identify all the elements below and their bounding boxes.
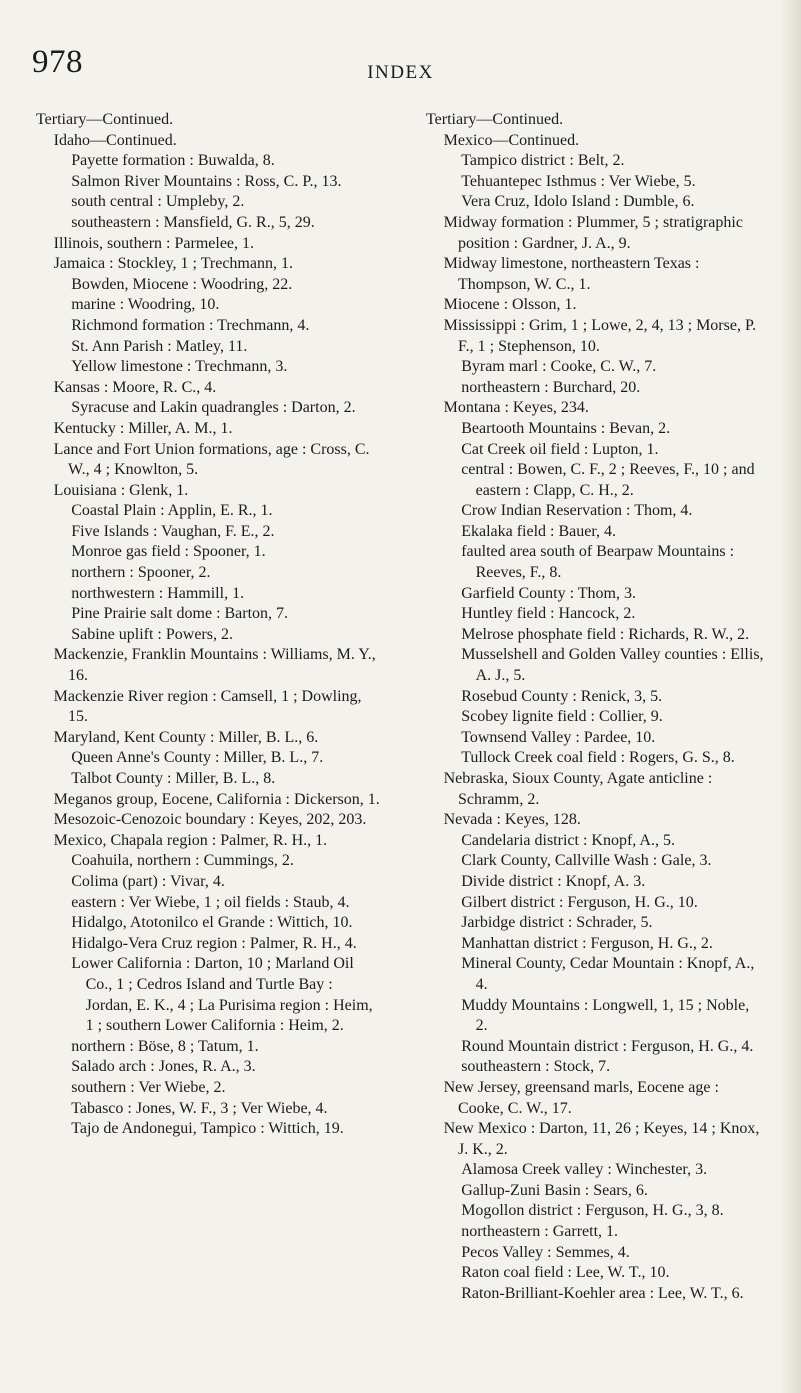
- index-entry: Jamaica : Stockley, 1 ; Trechmann, 1.: [53, 255, 293, 273]
- index-entry: Mississippi : Grim, 1 ; Lowe, 2, 4, 13 ; Morse, P. F., 1 ; Stephenson, 10.: [443, 316, 757, 355]
- index-entry: Raton-Brilliant-Koehler area : Lee, W. T., 6.: [461, 1284, 744, 1302]
- index-entry: faulted area south of Bearpaw Mountains : Reeves, F., 8.: [461, 543, 735, 582]
- index-entry: Salmon River Mountains : Ross, C. P., 13.: [71, 172, 342, 190]
- index-entry: Talbot County : Miller, B. L., 8.: [71, 770, 276, 787]
- index-entry: Monroe gas field : Spooner, 1.: [71, 543, 266, 561]
- index-entry: Raton coal field : Lee, W. T., 10.: [461, 1264, 670, 1282]
- index-column-left: [36, 110, 381, 1140]
- index-entry: Beartooth Mountains : Bevan, 2.: [461, 419, 671, 437]
- index-entry: Mackenzie, Franklin Mountains : Williams, M. Y., 16.: [53, 646, 376, 685]
- index-entry: southeastern : Stock, 7.: [461, 1058, 611, 1076]
- index-entry: Cat Creek oil field : Lupton, 1.: [461, 440, 659, 458]
- index-entry: northeastern : Burchard, 20.: [461, 378, 641, 396]
- index-entry: Round Mountain district : Ferguson, H. G., 4.: [461, 1037, 754, 1055]
- index-entry: Coastal Plain : Applin, E. R., 1.: [71, 502, 273, 520]
- index-entry: Alamosa Creek valley : Winchester, 3.: [461, 1161, 708, 1179]
- index-entry: Gallup-Zuni Basin : Sears, 6.: [461, 1181, 648, 1199]
- index-entry: New Mexico : Darton, 11, 26 ; Keyes, 14 ; Knox, J. K., 2.: [443, 1120, 760, 1158]
- index-entry: Gilbert district : Ferguson, H. G., 10.: [461, 893, 698, 911]
- index-entry: Meganos group, Eocene, California : Dickerson, 1.: [53, 790, 380, 808]
- index-entry: northwestern : Hammill, 1.: [71, 584, 245, 602]
- index-entry: Byram marl : Cooke, C. W., 7.: [461, 358, 657, 376]
- index-entry: Hidalgo-Vera Cruz region : Palmer, R. H., 4.: [71, 934, 357, 952]
- index-entry: Muddy Mountains : Longwell, 1, 15 ; Noble, 2.: [461, 996, 750, 1035]
- index-entry: Mineral County, Cedar Mountain : Knopf, A., 4.: [461, 955, 755, 993]
- index-entry: Colima (part) : Vivar, 4.: [71, 872, 225, 890]
- index-entry: Maryland, Kent County : Miller, B. L., 6.: [53, 728, 319, 746]
- index-entry: New Jersey, greensand marls, Eocene age : Cooke, C. W., 17.: [443, 1078, 719, 1117]
- index-entry: Tabasco : Jones, W. F., 3 ; Ver Wiebe, 4.: [71, 1099, 328, 1117]
- index-entry: Idaho—Continued.: [53, 131, 177, 149]
- index-entry: northeastern : Garrett, 1.: [461, 1223, 619, 1241]
- index-entry: Musselshell and Golden Valley counties : Ellis, A. J., 5.: [461, 646, 764, 685]
- index-entry: marine : Woodring, 10.: [71, 296, 220, 314]
- index-entry: Payette formation : Buwalda, 8.: [71, 152, 275, 170]
- index-entry: northern : Spooner, 2.: [71, 564, 211, 582]
- index-entry: St. Ann Parish : Matley, 11.: [71, 337, 248, 355]
- index-entry: Bowden, Miocene : Woodring, 22.: [71, 275, 293, 293]
- index-entry: Nebraska, Sioux County, Agate anticline : Schramm, 2.: [443, 770, 713, 808]
- index-entry: Coahuila, northern : Cummings, 2.: [71, 852, 294, 870]
- index-entry: Five Islands : Vaughan, F. E., 2.: [71, 522, 275, 540]
- index-entry: Tehuantepec Isthmus : Ver Wiebe, 5.: [461, 172, 696, 190]
- index-entry: Garfield County : Thom, 3.: [461, 584, 636, 602]
- index-entry: Nevada : Keyes, 128.: [443, 811, 581, 829]
- index-entry: Kentucky : Miller, A. M., 1.: [53, 419, 233, 437]
- index-entry: Mogollon district : Ferguson, H. G., 3, 8.: [461, 1202, 724, 1220]
- index-entry: Lance and Fort Union formations, age : Cross, C. W., 4 ; Knowlton, 5.: [53, 440, 370, 479]
- page-edge-shadow: [779, 0, 801, 1393]
- index-entry: Illinois, southern : Parmelee, 1.: [53, 234, 255, 252]
- index-entry: Lower California : Darton, 10 ; Marland Oil Co., 1 ; Cedros Island and Turtle Bay : Jordan, E. K., 4 ; La Purisima region : Heim, 1 ; southern Lower California : Heim, 2.: [71, 955, 373, 1035]
- index-entry: Townsend Valley : Pardee, 10.: [461, 728, 656, 746]
- index-entry: south central : Umpleby, 2.: [71, 193, 245, 211]
- index-entry: Mackenzie River region : Camsell, 1 ; Dowling, 15.: [53, 687, 362, 726]
- index-entry: Pine Prairie salt dome : Barton, 7.: [71, 605, 289, 623]
- index-entry: Hidalgo, Atotonilco el Grande : Wittich, 10.: [71, 914, 353, 932]
- index-entry: Candelaria district : Knopf, A., 5.: [461, 831, 675, 849]
- index-entry: Midway formation : Plummer, 5 ; stratigraphic position : Gardner, J. A., 9.: [443, 213, 743, 252]
- index-entry: Richmond formation : Trechmann, 4.: [71, 316, 310, 334]
- index-entry: Yellow limestone : Trechmann, 3.: [71, 358, 288, 376]
- index-entry: eastern : Ver Wiebe, 1 ; oil fields : Staub, 4.: [71, 893, 350, 911]
- index-entry: Tullock Creek coal field : Rogers, G. S., 8.: [461, 749, 735, 767]
- page-title: INDEX: [367, 62, 434, 83]
- index-entry: Huntley field : Hancock, 2.: [461, 605, 636, 623]
- index-entry: Tampico district : Belt, 2.: [461, 152, 625, 170]
- index-entry: Kansas : Moore, R. C., 4.: [53, 378, 217, 396]
- index-entry: Scobey lignite field : Collier, 9.: [461, 708, 663, 726]
- index-entry: Louisiana : Glenk, 1.: [53, 481, 189, 499]
- index-entry: northern : Böse, 8 ; Tatum, 1.: [71, 1037, 259, 1055]
- index-entry: Divide district : Knopf, A. 3.: [461, 872, 646, 890]
- index-entry: Ekalaka field : Bauer, 4.: [461, 522, 617, 540]
- index-entry: Midway limestone, northeastern Texas : Thompson, W. C., 1.: [443, 255, 700, 293]
- index-entry: Syracuse and Lakin quadrangles : Darton, 2.: [71, 399, 356, 417]
- index-column-right: [426, 110, 764, 1304]
- index-entry: Melrose phosphate field : Richards, R. W., 2.: [461, 625, 750, 643]
- index-entry: Jarbidge district : Schrader, 5.: [461, 914, 653, 932]
- index-entry: Clark County, Callville Wash : Gale, 3.: [461, 852, 712, 870]
- index-entry: Salado arch : Jones, R. A., 3.: [71, 1058, 256, 1076]
- index-entry: Tertiary—Continued.: [426, 111, 564, 128]
- index-entry: Pecos Valley : Semmes, 4.: [461, 1243, 630, 1261]
- index-entry: Sabine uplift : Powers, 2.: [71, 625, 233, 643]
- index-entry: Mexico, Chapala region : Palmer, R. H., 1.: [53, 831, 328, 849]
- index-entry: Vera Cruz, Idolo Island : Dumble, 6.: [461, 193, 695, 211]
- index-entry: Queen Anne's County : Miller, B. L., 7.: [71, 749, 324, 767]
- page-number: 978: [32, 44, 83, 80]
- index-entry: Mexico—Continued.: [443, 131, 580, 149]
- index-entry: central : Bowen, C. F., 2 ; Reeves, F., 10 ; and eastern : Clapp, C. H., 2.: [461, 461, 755, 499]
- index-entry: Mesozoic-Cenozoic boundary : Keyes, 202, 203.: [53, 811, 367, 829]
- index-entry: Rosebud County : Renick, 3, 5.: [461, 687, 663, 705]
- index-entry: Miocene : Olsson, 1.: [443, 296, 577, 314]
- index-entry: Manhattan district : Ferguson, H. G., 2.: [461, 934, 713, 952]
- index-entry: southern : Ver Wiebe, 2.: [71, 1078, 226, 1096]
- index-entry: southeastern : Mansfield, G. R., 5, 29.: [71, 213, 315, 231]
- index-entry: Montana : Keyes, 234.: [443, 399, 589, 417]
- index-entry: Crow Indian Reservation : Thom, 4.: [461, 502, 693, 520]
- index-entry: Tertiary—Continued.: [36, 111, 174, 128]
- index-entry: Tajo de Andonegui, Tampico : Wittich, 19.: [71, 1120, 344, 1138]
